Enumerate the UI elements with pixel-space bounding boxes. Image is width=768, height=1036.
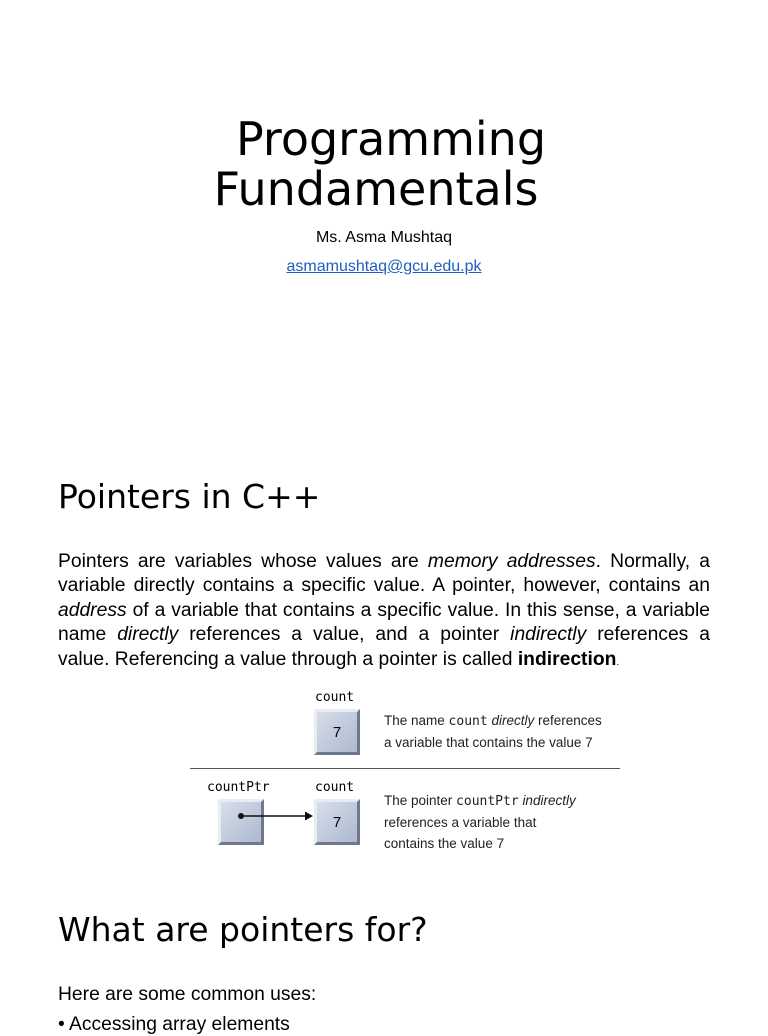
- note-direct-line2: a variable that contains the value 7: [384, 735, 593, 750]
- email-link[interactable]: asmamushtaq@gcu.edu.pk: [286, 258, 482, 275]
- note-direct: [384, 710, 602, 753]
- label-count-top: count: [315, 690, 355, 705]
- label-count-bottom: count: [315, 780, 355, 795]
- pointers-paragraph: [58, 550, 710, 675]
- note-direct-code: count: [448, 714, 488, 729]
- uses-bullet-1: • Accessing array elements: [58, 1014, 290, 1035]
- para-text-1: Pointers are variables whose values are: [58, 551, 428, 572]
- para-text-3: of a variable that contains a specific value. In this sense, a variable name: [58, 599, 710, 646]
- para-bold-indirection: indirection: [517, 648, 617, 670]
- pointer-diagram: [185, 686, 625, 856]
- para-emphasis-indirectly: indirectly: [510, 624, 587, 646]
- title-line-1: Programming: [235, 112, 547, 166]
- author-name: Ms. Asma Mushtaq: [315, 229, 453, 246]
- note-indirect-line3: contains the value 7: [384, 836, 505, 851]
- note-indirect-em: indirectly: [522, 793, 576, 808]
- count-box-bottom: 7: [314, 799, 360, 845]
- uses-intro: Here are some common uses:: [58, 984, 317, 1005]
- note-indirect-line2: references a variable that: [384, 815, 537, 830]
- count-box-top: 7: [314, 709, 360, 755]
- para-emphasis-memory-addresses: memory addresses: [427, 551, 596, 572]
- note-indirect-code: countPtr: [456, 794, 519, 809]
- para-text-6: .: [616, 656, 620, 668]
- section-heading-pointers: Pointers in C++: [58, 477, 321, 516]
- section-heading-pointers-for: What are pointers for?: [58, 910, 428, 949]
- para-text-4: references a value, and a pointer: [178, 624, 511, 646]
- label-countptr: countPtr: [207, 780, 270, 795]
- para-text-2: . Normally, a variable directly contains a specific value. A pointer, however, contains an: [58, 551, 710, 597]
- countptr-box: [218, 799, 264, 845]
- title-line-2: Fundamentals: [213, 162, 539, 216]
- note-direct-a: The name: [384, 713, 449, 728]
- divider-line: [190, 768, 620, 769]
- para-emphasis-directly: directly: [117, 624, 179, 646]
- note-direct-b: references: [534, 713, 602, 728]
- note-indirect-a: The pointer: [384, 793, 457, 808]
- para-text-5: references a value. Referencing a value through a pointer is called: [58, 624, 710, 670]
- pointer-arrow-icon: [235, 810, 315, 822]
- para-emphasis-address: address: [58, 599, 127, 621]
- author-email: [0, 258, 768, 276]
- note-indirect: [384, 790, 576, 854]
- slide-title: [0, 114, 768, 214]
- note-direct-em: directly: [491, 713, 535, 728]
